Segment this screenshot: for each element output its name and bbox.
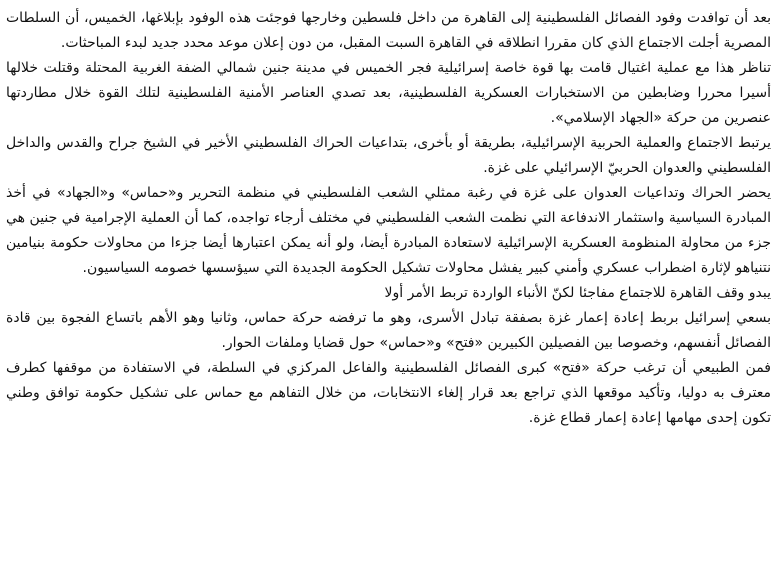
paragraph-link-to-uprising: يرتبط الاجتماع والعملية الحربية الإسرائيلية، بطريقة أو بأخرى، بتداعيات الحراك الفلسطيني الأخير في الشيخ جراح والقدس والداخل الفلسطيني والعدوان الحربيّ الإسرائيلي على غزة.: [6, 135, 771, 176]
subheading: يبدو وقف القاهرة للاجتماع مفاجئا لكنّ الأنباء الواردة تربط الأمر أولا: [384, 285, 771, 301]
paragraph-fatah-position: فمن الطبيعي أن ترغب حركة «فتح» كبرى الفصائل الفلسطينية والفاعل المركزي في السلطة، في الاستفادة من موقفها كطرف معترف به دوليا، وتأكيد موقعها الذي تراجع بعد قرار إلغاء الانتخابات، من خلال التفاهم مع حماس على تشكيل حكومة توافق وطني تكون إحدى مهامها إعادة إعمار قطاع غزة.: [6, 360, 771, 426]
paragraph-prisoner-exchange: بسعي إسرائيل بربط إعادة إعمار غزة بصفقة تبادل الأسرى، وهو ما ترفضه حركة حماس، وثانيا وهو الأهم باتساع الفجوة بين قادة الفصائل أنفسهم، وخصوصا بين الفصيلين الكبيرين «فتح» و«حماس» حول قضايا وملفات الحوار.: [6, 310, 771, 351]
paragraph-summit-postponed: بعد أن توافدت وفود الفصائل الفلسطينية إلى القاهرة من داخل فلسطين وخارجها فوجئت هذه الوفود بإبلاغها، الخميس، أن السلطات المصرية أجلت الاجتماع الذي كان مقررا انطلاقه في القاهرة السبت المقبل، من دون إعلان موعد محدد جديد لبدء المباحثات.: [6, 10, 771, 51]
paragraph-political-initiative: يحضر الحراك وتداعيات العدوان على غزة في رغبة ممثلي الشعب الفلسطيني في منظمة التحرير و«حماس» و«الجهاد» في أخذ المبادرة السياسية واستثمار الاندفاعة التي نظمت الشعب الفلسطيني في مختلف أرجاء تواجده، كما أن العملية الإجرامية في جنين هي جزء من محاولة المنظومة العسكرية الإسرائيلية لاستعادة المبادرة أيضا، ولو أنه يمكن اعتبارها أيضا جزءا من محاولات حكومة بنيامين نتنياهو لإثارة اضطراب عسكري وأمني كبير يفشل محاولات تشكيل الحكومة الجديدة التي سيؤسسها خصومه السياسيون.: [6, 185, 771, 276]
paragraph-jenin-operation: تناظر هذا مع عملية اغتيال قامت بها قوة خاصة إسرائيلية فجر الخميس في مدينة جنين شمالي الضفة الغربية المحتلة وقتلت خلالها أسيرا محررا وضابطين من الاستخبارات العسكرية الفلسطينية، بعد تصدي العناصر الأمنية الفلسطينية لتلك القوة خلال مطاردتها عنصرين من حركة «الجهاد الإسلامي».: [6, 60, 771, 126]
